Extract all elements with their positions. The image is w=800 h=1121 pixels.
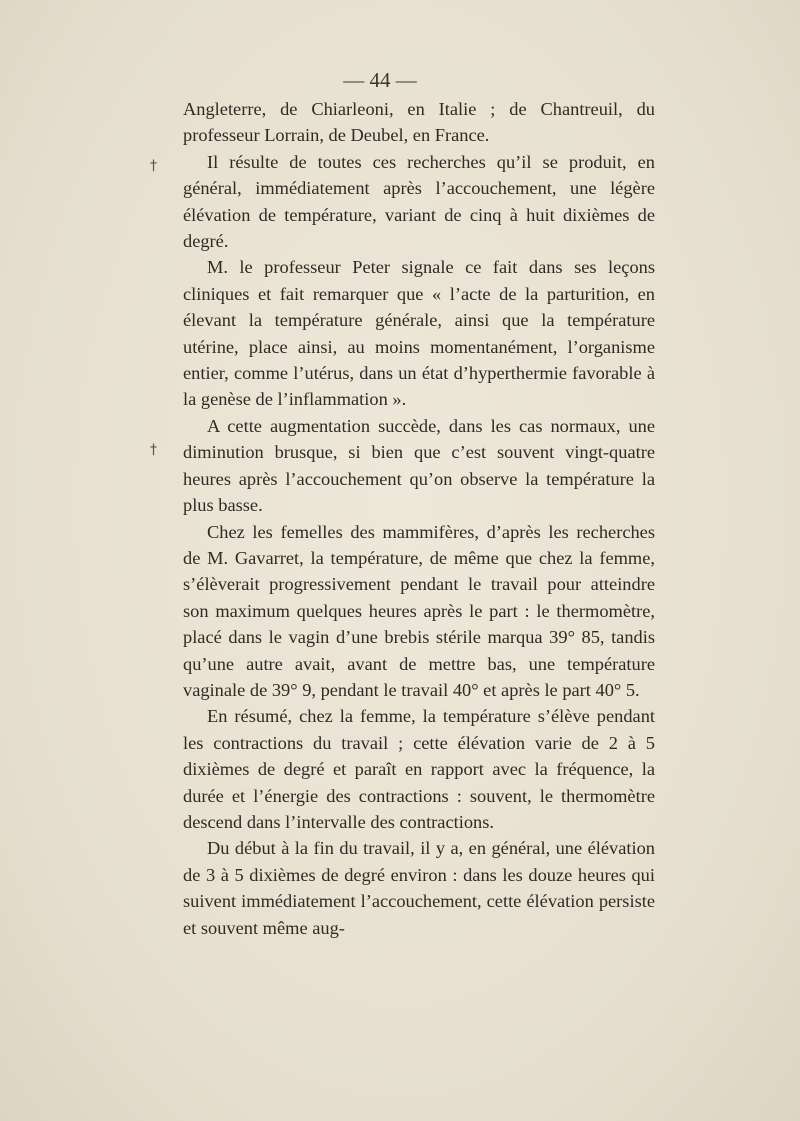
- paragraph: A cette augmentation succède, dans les cas normaux, une diminution brusque, si bien que c’est souvent vingt-quatre heures après l’accouchement qu’on observe la température la plus basse.: [183, 415, 655, 516]
- paragraph: M. le professeur Peter signale ce fait dans ses leçons cliniques et fait remarquer que « l’acte de la parturition, en élevant la température générale, ainsi que la température utérine, place ainsi, au moins momentanément, l’organisme entier, comme l’utérus, dans un état d’hyperthermie favorable à la genèse de l’inflammation ».: [183, 257, 655, 410]
- margin-mark: †: [150, 158, 157, 174]
- page-number: — 44 —: [343, 68, 417, 92]
- paragraph: Chez les femelles des mammifères, d’après les recherches de M. Gavarret, la température, de même que chez la femme, s’élèverait progressivement pendant le travail pour atteindre son maximum quelques heures après le part : le thermomètre, placé dans le vagin d’une brebis stérile marqua 39° 85, tandis qu’une autre avait, avant de mettre bas, une température vaginale de 39° 9, pendant le travail 40° et après le part 40° 5.: [183, 521, 655, 700]
- margin-mark: †: [150, 442, 157, 458]
- body-text: [183, 96, 655, 941]
- paragraph: Angleterre, de Chiarleoni, en Italie ; de Chantreuil, du professeur Lorrain, de Deubel, en France.: [183, 99, 655, 146]
- paragraph: En résumé, chez la femme, la température s’élève pendant les contractions du travail ; cette élévation varie de 2 à 5 dixièmes de degré et paraît en rapport avec la fréquence, la durée et l’énergie des contractions : souvent, le thermomètre descend dans l’intervalle des contractions.: [183, 706, 655, 832]
- paragraph: Du début à la fin du travail, il y a, en général, une élévation de 3 à 5 dixièmes de degré environ : dans les douze heures qui suivent immédiatement l’accouchement, cette élévation persiste et souvent même aug-: [183, 838, 655, 938]
- paragraph: Il résulte de toutes ces recherches qu’il se produit, en général, immédiatement après l’accouchement, une légère élévation de température, variant de cinq à huit dixièmes de degré.: [183, 151, 655, 252]
